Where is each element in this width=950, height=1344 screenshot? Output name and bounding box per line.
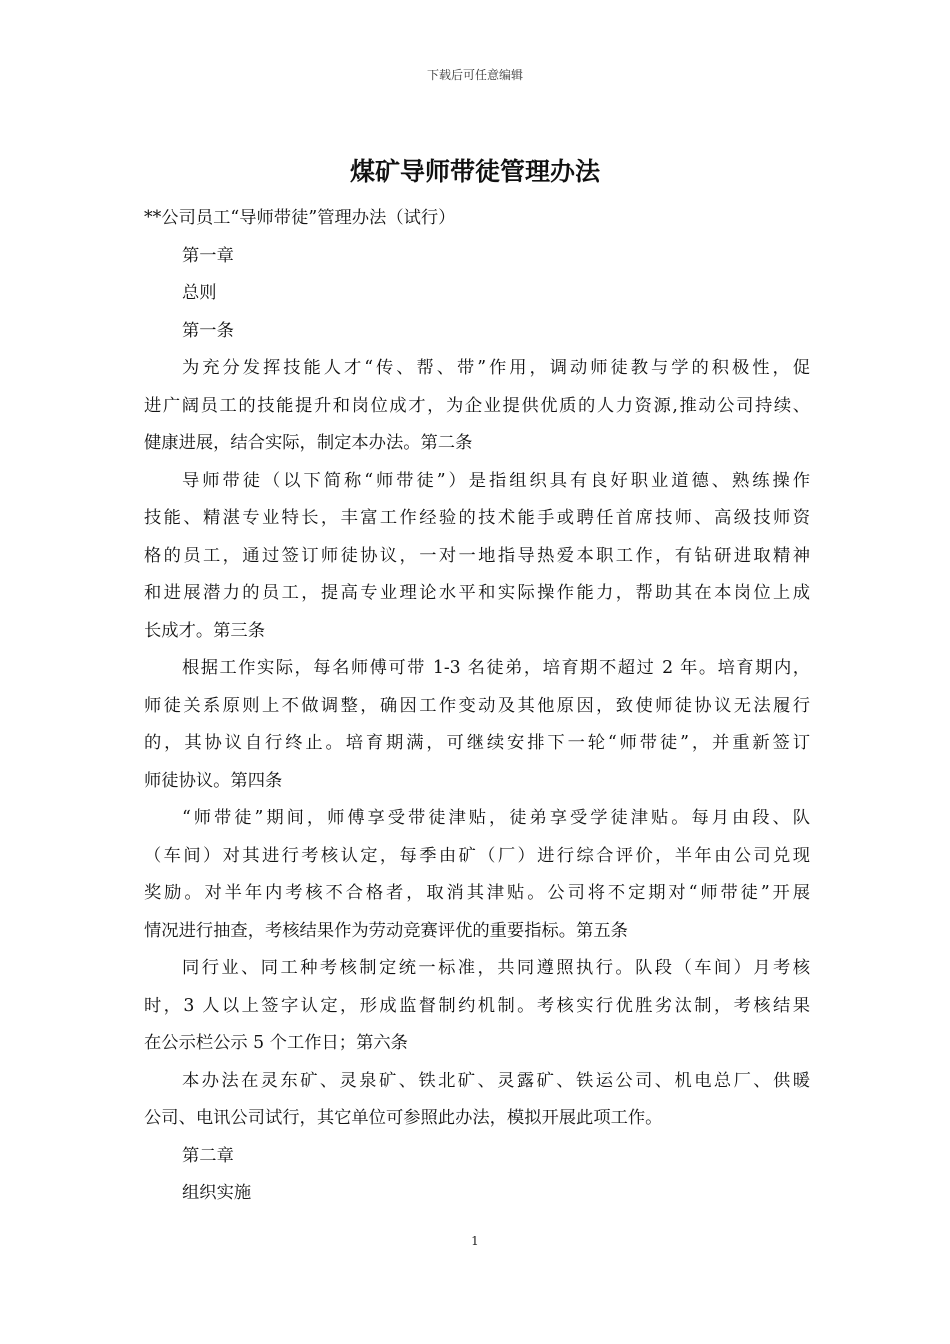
text-line xyxy=(144,613,810,651)
text-line xyxy=(144,1138,810,1176)
text-line xyxy=(144,200,810,238)
text-line-content: 为充分发挥技能人才“传、帮、带”作用，调动师徒教与学的积极性，促 xyxy=(182,358,810,378)
text-line-content: **公司员工“导师带徒”管理办法（试行） xyxy=(144,208,456,228)
text-line-content: 和进展潜力的员工，提高专业理论水平和实际操作能力，帮助其在本岗位上成 xyxy=(144,583,810,603)
text-line-content: 导师带徒（以下简称“师带徒”）是指组织具有良好职业道德、熟练操作 xyxy=(182,470,810,491)
text-line xyxy=(144,800,810,838)
page-number: 1 xyxy=(471,1234,479,1248)
document-body xyxy=(144,200,810,1213)
text-line-content: 技能、精湛专业特长，丰富工作经验的技术能手或聘任首席技师、高级技师资 xyxy=(144,508,810,528)
text-line-content: 时，3 人以上签字认定，形成监督制约机制。考核实行优胜劣汰制，考核结果 xyxy=(144,995,810,1016)
text-line xyxy=(144,313,810,351)
text-line-content: 进广阔员工的技能提升和岗位成才，为企业提供优质的人力资源,推动公司持续、 xyxy=(144,395,810,416)
text-line-content: 本办法在灵东矿、灵泉矿、铁北矿、灵露矿、铁运公司、机电总厂、供暖 xyxy=(182,1070,810,1091)
text-line-content: 健康进展，结合实际，制定本办法。第二条 xyxy=(144,433,473,453)
text-line-content: 情况进行抽查，考核结果作为劳动竞赛评优的重要指标。第五条 xyxy=(144,920,628,941)
text-line xyxy=(144,1063,810,1101)
text-line-content: 第二章 xyxy=(182,1145,234,1166)
text-line-content: 公司、电讯公司试行，其它单位可参照此办法，模拟开展此项工作。 xyxy=(144,1108,663,1128)
text-line-content: “师带徒”期间，师傅享受带徒津贴，徒弟享受学徒津贴。每月由段、队 xyxy=(182,808,810,828)
text-line-content: （车间）对其进行考核认定，每季由矿（厂）进行综合评价，半年由公司兑现 xyxy=(144,845,810,866)
text-line xyxy=(144,500,810,538)
text-line-content: 同行业、同工种考核制定统一标准，共同遵照执行。队段（车间）月考核 xyxy=(182,958,810,978)
text-line xyxy=(144,388,810,426)
text-line-content: 总则 xyxy=(182,283,217,303)
text-line xyxy=(144,838,810,876)
text-line-content: 第一章 xyxy=(182,245,234,266)
text-line-content: 根据工作实际，每名师傅可带 1-3 名徒弟，培育期不超过 2 年。培育期内， xyxy=(182,658,810,678)
text-line xyxy=(144,688,810,726)
text-line-content: 格的员工，通过签订师徒协议，一对一地指导热爱本职工作，有钻研进取精神 xyxy=(144,545,810,566)
text-line xyxy=(144,1025,810,1063)
text-line xyxy=(144,725,810,763)
text-line-content: 组织实施 xyxy=(182,1183,252,1203)
text-line xyxy=(144,463,810,501)
text-line xyxy=(144,988,810,1026)
text-line xyxy=(144,275,810,313)
text-line xyxy=(144,875,810,913)
text-line xyxy=(144,650,810,688)
text-line-content: 师徒协议。第四条 xyxy=(144,770,283,791)
text-line-content: 长成才。第三条 xyxy=(144,620,265,641)
text-line-content: 第一条 xyxy=(182,320,234,341)
text-line xyxy=(144,538,810,576)
text-line-content: 奖励。对半年内考核不合格者，取消其津贴。公司将不定期对“师带徒”开展 xyxy=(144,883,810,903)
text-line xyxy=(144,1175,810,1213)
text-line-content: 在公示栏公示 5 个工作日；第六条 xyxy=(144,1033,408,1053)
text-line-content: 师徒关系原则上不做调整，确因工作变动及其他原因，致使师徒协议无法履行 xyxy=(144,695,810,716)
text-line xyxy=(144,1100,810,1138)
text-line-content: 的，其协议自行终止。培育期满，可继续安排下一轮“师带徒”，并重新签订 xyxy=(144,733,810,753)
text-line xyxy=(144,425,810,463)
header-note: 下载后可任意编辑 xyxy=(426,68,523,82)
text-line xyxy=(144,238,810,276)
text-line xyxy=(144,950,810,988)
text-line xyxy=(144,575,810,613)
document-title: 煤矿导师带徒管理办法 xyxy=(349,157,600,186)
text-line xyxy=(144,913,810,951)
text-line xyxy=(144,350,810,388)
text-line xyxy=(144,763,810,801)
